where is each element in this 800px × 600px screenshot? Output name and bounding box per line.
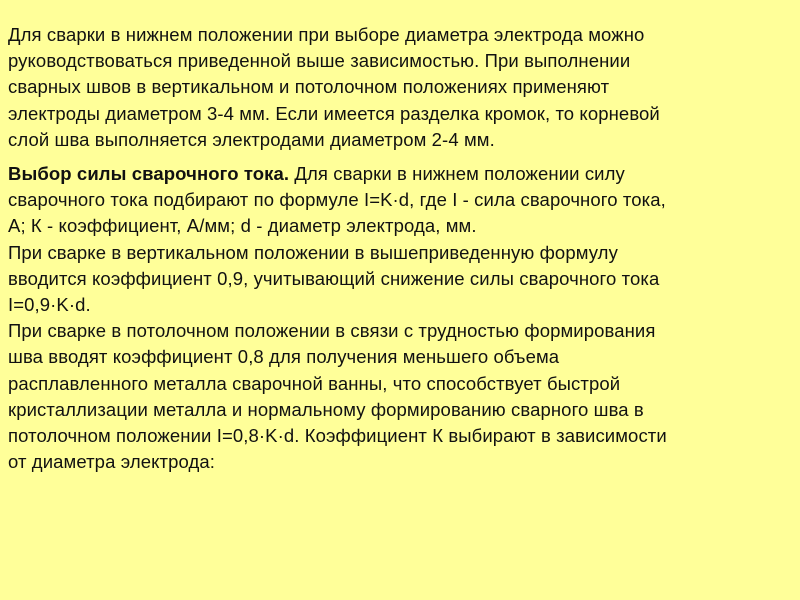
heading-continuation: Для сварки в нижнем положении силу xyxy=(289,163,625,185)
text-line: кристаллизации металла и нормальному формированию сварного шва в xyxy=(8,398,644,420)
text-line: шва вводят коэффициент 0,8 для получения меньшего объема xyxy=(8,346,560,368)
text-line: А; К - коэффициент, А/мм; d - диаметр электрода, мм. xyxy=(8,215,477,237)
section-heading: Выбор силы сварочного тока. xyxy=(8,163,290,185)
current-selection-paragraph xyxy=(8,161,780,475)
text-line: сварочного тока подбирают по формуле I=K·d, где I - сила сварочного тока, xyxy=(8,189,666,211)
formula-line: I=0,9·K·d. xyxy=(8,294,91,316)
text-line: При сварке в вертикальном положении в вышеприведенную формулу xyxy=(8,241,618,263)
text-line: электроды диаметром 3-4 мм. Если имеется разделка кромок, то корневой xyxy=(8,102,660,124)
text-line: от диаметра электрода: xyxy=(8,451,215,473)
text-line: руководствоваться приведенной выше зависимостью. При выполнении xyxy=(8,50,631,72)
text-line: При сварке в потолочном положении в связи с трудностью формирования xyxy=(8,320,656,342)
text-line: потолочном положении I=0,8·K·d. Коэффициент К выбирают в зависимости xyxy=(8,425,667,447)
text-line: сварных швов в вертикальном и потолочном положениях применяют xyxy=(8,76,610,98)
text-line: расплавленного металла сварочной ванны, что способствует быстрой xyxy=(8,372,621,394)
text-line: Для сварки в нижнем положении при выборе диаметра электрода можно xyxy=(8,24,645,45)
text-line: слой шва выполняется электродами диаметром 2-4 мм. xyxy=(8,128,495,150)
intro-paragraph xyxy=(8,22,780,153)
text-line: вводится коэффициент 0,9, учитывающий снижение силы сварочного тока xyxy=(8,267,660,289)
text-line xyxy=(8,161,780,187)
